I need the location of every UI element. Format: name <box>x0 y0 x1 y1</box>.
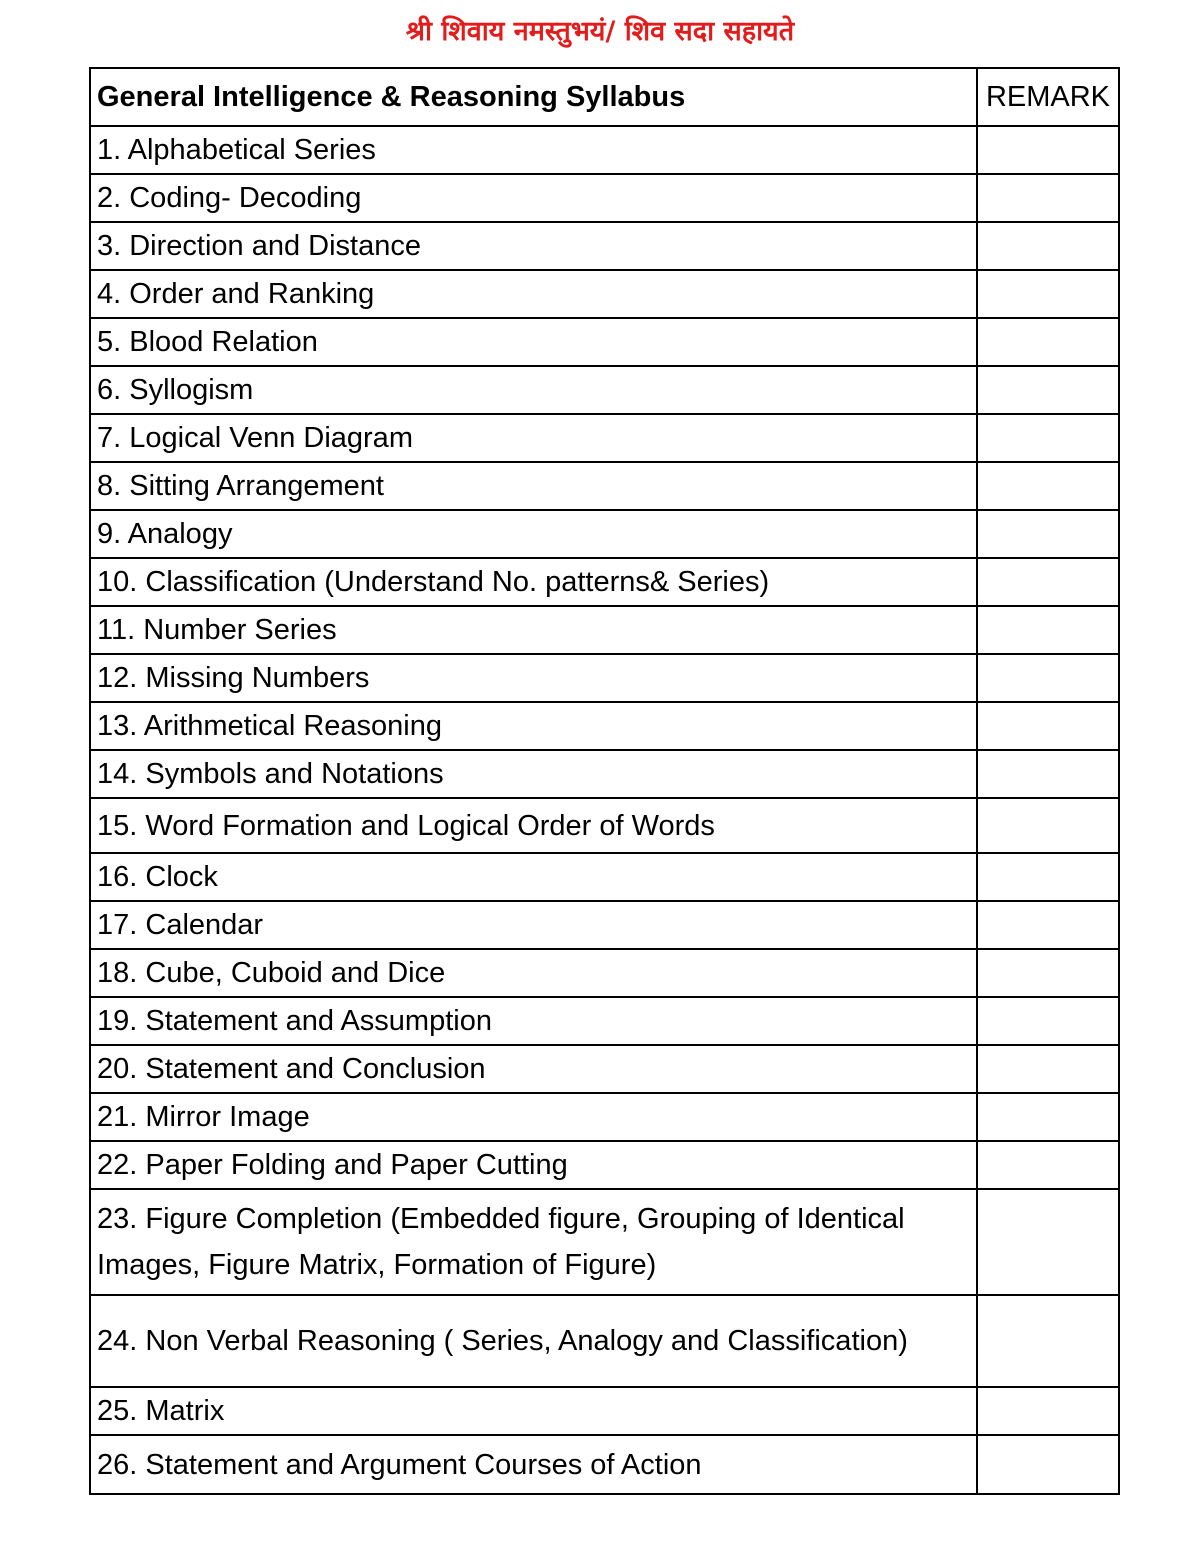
topic-cell: 11. Number Series <box>90 606 977 654</box>
table-row <box>90 510 1119 558</box>
table-row <box>90 997 1119 1045</box>
remark-cell[interactable] <box>977 798 1119 853</box>
topic-cell: 23. Figure Completion (Embedded figure, Grouping of Identical Images, Figure Matrix, Formation of Figure) <box>90 1189 977 1295</box>
table-row <box>90 1189 1119 1295</box>
topic-cell: 18. Cube, Cuboid and Dice <box>90 949 977 997</box>
remark-cell[interactable] <box>977 318 1119 366</box>
table-row <box>90 1141 1119 1189</box>
table-row <box>90 366 1119 414</box>
topic-cell: 7. Logical Venn Diagram <box>90 414 977 462</box>
remark-cell[interactable] <box>977 1387 1119 1435</box>
topic-cell: 21. Mirror Image <box>90 1093 977 1141</box>
remark-cell[interactable] <box>977 606 1119 654</box>
table-row <box>90 1435 1119 1494</box>
table-row <box>90 750 1119 798</box>
remark-cell[interactable] <box>977 901 1119 949</box>
topic-cell: 6. Syllogism <box>90 366 977 414</box>
table-row <box>90 270 1119 318</box>
topic-cell: 19. Statement and Assumption <box>90 997 977 1045</box>
topic-cell: 10. Classification (Understand No. patterns& Series) <box>90 558 977 606</box>
topic-cell: 16. Clock <box>90 853 977 901</box>
topic-cell: 14. Symbols and Notations <box>90 750 977 798</box>
remark-cell[interactable] <box>977 1295 1119 1387</box>
remark-cell[interactable] <box>977 366 1119 414</box>
syllabus-table <box>89 67 1120 1495</box>
remark-cell[interactable] <box>977 510 1119 558</box>
remark-cell[interactable] <box>977 997 1119 1045</box>
table-row <box>90 949 1119 997</box>
table-row <box>90 702 1119 750</box>
table-row <box>90 1295 1119 1387</box>
remark-cell[interactable] <box>977 1093 1119 1141</box>
table-row <box>90 798 1119 853</box>
remark-cell[interactable] <box>977 654 1119 702</box>
topic-cell: 25. Matrix <box>90 1387 977 1435</box>
topic-cell: 26. Statement and Argument Courses of Action <box>90 1435 977 1494</box>
remark-cell[interactable] <box>977 853 1119 901</box>
remark-cell[interactable] <box>977 1141 1119 1189</box>
remark-column-header: REMARK <box>977 68 1119 126</box>
table-row <box>90 126 1119 174</box>
topic-cell: 2. Coding- Decoding <box>90 174 977 222</box>
table-row <box>90 853 1119 901</box>
topic-cell: 22. Paper Folding and Paper Cutting <box>90 1141 977 1189</box>
remark-cell[interactable] <box>977 270 1119 318</box>
remark-cell[interactable] <box>977 174 1119 222</box>
table-row <box>90 1093 1119 1141</box>
topic-cell: 15. Word Formation and Logical Order of Words <box>90 798 977 853</box>
topic-cell: 9. Analogy <box>90 510 977 558</box>
remark-cell[interactable] <box>977 702 1119 750</box>
remark-cell[interactable] <box>977 414 1119 462</box>
table-row <box>90 654 1119 702</box>
topic-cell: 1. Alphabetical Series <box>90 126 977 174</box>
page-title: श्री शिवाय नमस्तुभयं/ शिव सदा सहायते <box>405 16 795 47</box>
remark-cell[interactable] <box>977 750 1119 798</box>
table-row <box>90 558 1119 606</box>
remark-cell[interactable] <box>977 1189 1119 1295</box>
table-row <box>90 1387 1119 1435</box>
remark-cell[interactable] <box>977 462 1119 510</box>
topic-cell: 4. Order and Ranking <box>90 270 977 318</box>
remark-cell[interactable] <box>977 126 1119 174</box>
table-row <box>90 606 1119 654</box>
remark-cell[interactable] <box>977 558 1119 606</box>
topic-cell: 8. Sitting Arrangement <box>90 462 977 510</box>
remark-cell[interactable] <box>977 1045 1119 1093</box>
remark-cell[interactable] <box>977 1435 1119 1494</box>
topic-cell: 3. Direction and Distance <box>90 222 977 270</box>
topic-cell: 13. Arithmetical Reasoning <box>90 702 977 750</box>
topic-cell: 24. Non Verbal Reasoning ( Series, Analogy and Classification) <box>90 1295 977 1387</box>
topic-cell: 12. Missing Numbers <box>90 654 977 702</box>
table-row <box>90 1045 1119 1093</box>
table-row <box>90 901 1119 949</box>
table-row <box>90 462 1119 510</box>
table-header-row <box>90 68 1119 126</box>
table-row <box>90 414 1119 462</box>
table-row <box>90 174 1119 222</box>
topic-column-header: General Intelligence & Reasoning Syllabus <box>90 68 977 126</box>
table-row <box>90 318 1119 366</box>
table-row <box>90 222 1119 270</box>
topic-cell: 17. Calendar <box>90 901 977 949</box>
remark-cell[interactable] <box>977 222 1119 270</box>
topic-cell: 20. Statement and Conclusion <box>90 1045 977 1093</box>
topic-cell: 5. Blood Relation <box>90 318 977 366</box>
remark-cell[interactable] <box>977 949 1119 997</box>
